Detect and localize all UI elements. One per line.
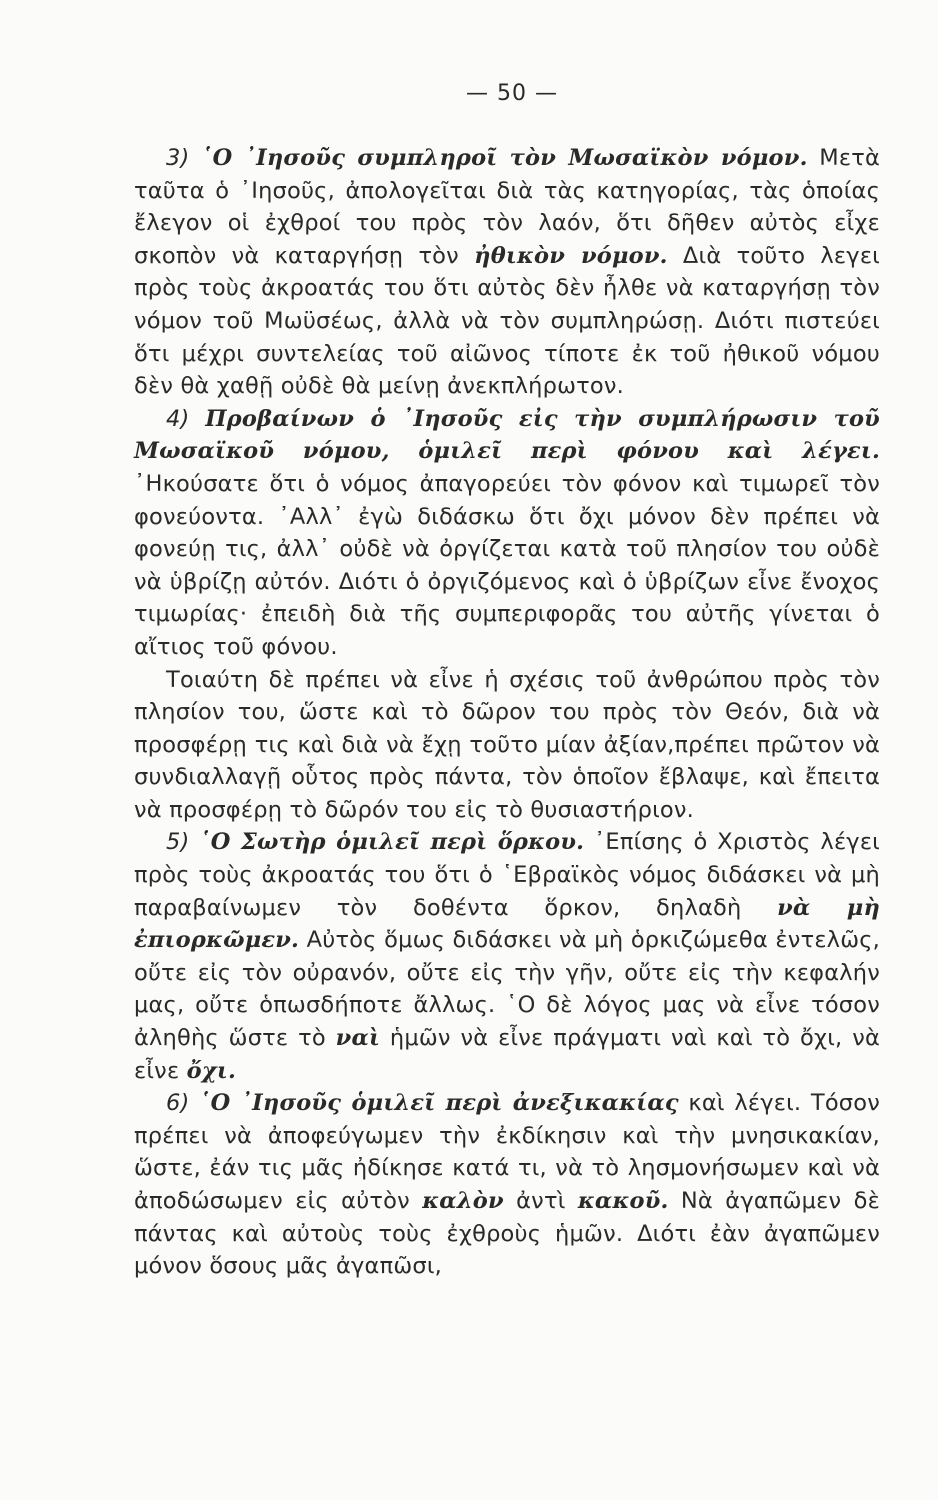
body-text: Διὰ τοῦτο λεγει πρὸς τοὺς ἀκροατάς του ὅτι αὐτὸς δὲν ἦλθε νὰ καταργήσῃ τὸν νόμον τοῦ Μωϋσέως, ἀλλὰ νὰ τὸν συμπληρώσῃ. Διότι πιστεύει ὅτι μέχρι συντελείας τοῦ αἰῶνος τίποτε ἐκ τοῦ ἠθικοῦ νόμου δὲν θὰ χαθῇ οὐδὲ θὰ μείνῃ ἀνεκπλήρωτον.	[134, 242, 880, 400]
body-text: καὶ λέγει. Τόσον πρέπει νὰ ἀποφεύγωμεν τὴν ἐκδίκησιν καὶ τὴν μνησικακίαν, ὥστε, ἐάν τις μᾶς ἠδίκησε κατά τι, νὰ τὸ λησμονήσωμεν καὶ νὰ ἀποδώσωμεν εἰς αὐτὸν	[134, 1090, 880, 1214]
paragraph-5	[134, 826, 880, 1087]
paragraph-6	[134, 1087, 880, 1283]
body-text: Αὐτὸς ὅμως διδάσκει νὰ μὴ ὁρκιζώμεθα ἐντελῶς, οὔτε εἰς τὸν οὐρανόν, οὔτε εἰς τὴν γῆν, οὔτε εἰς τὴν κεφαλήν μας, οὔτε ὁπωσδήποτε ἄλλως. ῾Ο δὲ λόγος μας νὰ εἶνε τόσον ἀληθὴς ὥστε τὸ	[134, 927, 880, 1052]
body-text: Μετὰ ταῦτα ὁ ᾿Ιησοῦς, ἀπολογεῖται διὰ τὰς κατηγορίας, τὰς ὁποίας ἔλεγον οἱ ἐχθροί του πρὸς τὸν λαόν, ὅτι δῆθεν αὐτὸς εἶχε σκοπὸν νὰ καταργήσῃ τὸν	[134, 145, 880, 269]
section-number: 5)	[166, 829, 200, 856]
paragraph-4	[134, 403, 880, 664]
body-text: Νὰ ἀγαπῶμεν δὲ πάντας καὶ αὐτοὺς τοὺς ἐχθροὺς ἡμῶν. Διότι ἐὰν ἀγαπῶμεν μόνον ὅσους μᾶς ἀγαπῶσι,	[134, 1188, 880, 1280]
section-number: 6)	[166, 1090, 200, 1117]
section-number: 4)	[166, 405, 206, 432]
section-heading: ῾Ο ᾿Ιησοῦς συμπληροῖ τὸν Μωσαϊκὸν νόμον.	[201, 145, 808, 171]
emphasis-text: νὰ μὴ ἐπιορκῶμεν.	[134, 894, 880, 954]
emphasis-text: ἠθικὸν νόμον.	[474, 242, 668, 269]
emphasis-text: καλὸν	[422, 1188, 504, 1214]
page-number: — 50 —	[466, 81, 558, 106]
body-text: ᾿Επίσης ὁ Χριστὸς λέγει πρὸς τοὺς ἀκροατάς του ὅτι ὁ ῾Εβραϊκὸς νόμος διδάσκει νὰ μὴ παραβαίνωμεν τὸν δοθέντα ὅρκον, δηλαδὴ	[134, 829, 880, 921]
body-text: ἡμῶν νὰ εἶνε πράγματι ναὶ καὶ τὸ ὄχι, νὰ εἶνε	[134, 1025, 881, 1084]
body-text: Τοιαύτη δὲ πρέπει νὰ εἶνε ἡ σχέσις τοῦ ἀνθρώπου πρὸς τὸν πλησίον του, ὥστε καὶ τὸ δῶρον του πρὸς τὸν Θεόν, διὰ νὰ προσφέρῃ τις καὶ διὰ νὰ ἔχῃ τοῦτο μίαν ἀξίαν,πρέπει πρῶτον νὰ συνδιαλλαγῇ οὗτος πρὸς πάντα, τὸν ὁποῖον ἔβλαψε, καὶ ἔπειτα νὰ προσφέρῃ τὸ δῶρόν του εἰς τὸ θυσιαστήριον.	[134, 666, 880, 823]
book-page	[134, 80, 880, 1283]
emphasis-text: ναὶ	[335, 1025, 381, 1052]
emphasis-text: κακοῦ.	[577, 1188, 669, 1214]
body-text: ἀντὶ	[503, 1188, 578, 1214]
section-heading: ῾Ο Σωτὴρ ὁμιλεῖ περὶ ὅρκου.	[199, 829, 585, 856]
paragraph-gift	[134, 664, 880, 827]
paragraph-3	[134, 142, 880, 403]
body-text: ᾿Ηκούσατε ὅτι ὁ νόμος ἀπαγορεύει τὸν φόνον καὶ τιμωρεῖ τὸν φονεύοντα. ᾿Αλλ᾿ ἐγὼ διδάσκω ὅτι ὄχι μόνον δὲν πρέπει νὰ φονεύῃ τις, ἀλλ᾿ οὐδὲ νὰ ὀργίζεται κατὰ τοῦ πλησίον του οὐδὲ νὰ ὑβρίζῃ αὐτόν. Διότι ὁ ὀργιζόμενος καὶ ὁ ὑβρίζων εἶνε ἔνοχος τιμωρίας· ἐπειδὴ διὰ τῆς συμπεριφορᾶς του αὐτῆς γίνεται ὁ αἴτιος τοῦ φόνου.	[134, 470, 880, 660]
section-heading: ῾Ο ᾿Ιησοῦς ὁμιλεῖ περὶ ἀνεξικακίας	[199, 1090, 679, 1117]
section-heading: Προβαίνων ὁ ᾿Ιησοῦς εἰς τὴν συμπλήρωσιν τοῦ Μωσαϊκοῦ νόμου, ὁμιλεῖ περὶ φόνου καὶ λέγει.	[134, 405, 880, 465]
emphasis-text: ὄχι.	[186, 1057, 236, 1084]
section-number: 3)	[166, 145, 202, 171]
